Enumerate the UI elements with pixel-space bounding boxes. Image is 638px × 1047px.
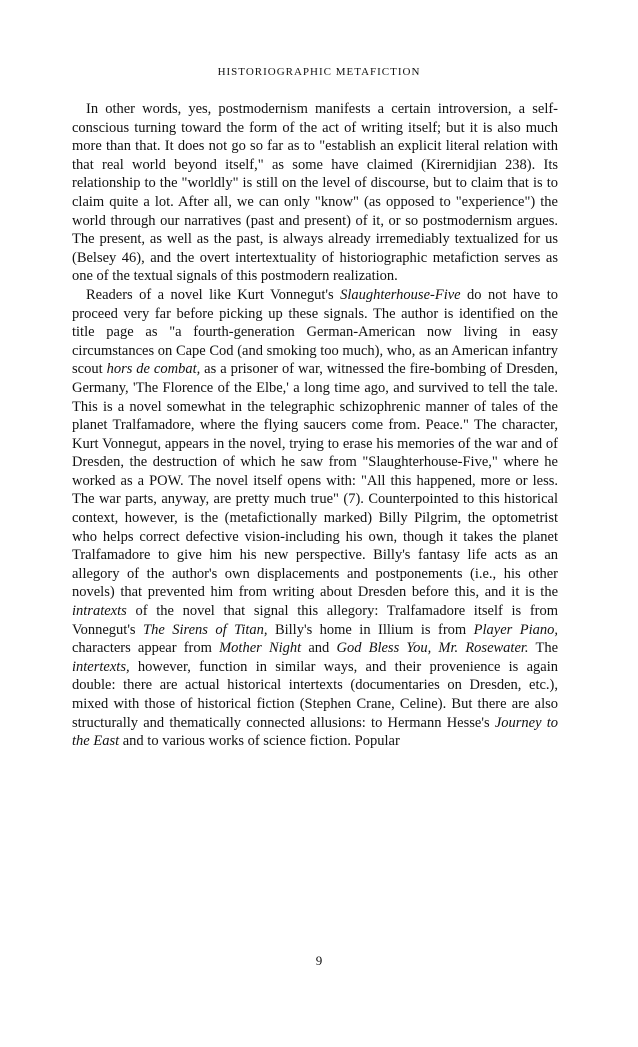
italic-title-run: Mother Night <box>219 640 302 657</box>
italic-title-run: Slaughterhouse-Five <box>340 286 461 303</box>
italic-title-run: Journey to the East <box>72 714 559 750</box>
body-text <box>72 100 558 751</box>
text-run: however, function in similar ways, and their provenience is again double: there are actual historical intertexts (documentaries on Dresden, etc.), mixed with those of historical fiction (Stephen Crane, Celine). But there are also structurally and thematically connected allusions: to Hermann Hesse's <box>72 658 558 731</box>
italic-title-run: hors de combat, <box>106 361 201 378</box>
text-run: do not have to proceed very far before picking up these signals. The author is identified on the title page as "a fourth-generation German-American now living in easy circumstances on Cape Cod (and smoking too much), who, as an American infantry scout <box>72 286 558 378</box>
running-head: HISTORIOGRAPHIC METAFICTION <box>217 66 421 78</box>
text-run: The <box>528 640 559 657</box>
italic-title-run: God Bless You, Mr. Rosewater. <box>336 640 529 657</box>
italic-title-run: intertexts, <box>72 658 130 675</box>
text-run: as a prisoner of war, witnessed the fire-bombing of Dresden, Germany, 'The Florence of the Elbe,' a long time ago, and survived to tell the tale. This is a novel somewhat in the telegraphic schizophrenic manner of tales of the planet Tralfamadore, where the flying saucers come from. Peace." The character, Kurt Vonnegut, appears in the novel, trying to erase his memories of the war and of Dresden, the destruction of which he saw from "Slaughterhouse-Five," where he worked as a POW. The novel itself opens with: "All this happened, more or less. The war parts, anyway, are pretty much true" (7). Counterpointed to this historical context, however, is the (metafictionally marked) Billy Pilgrim, the optometrist who helps correct defective vision-including his own, though it takes the planet Tralfamadore to give him his new perspective. Billy's fantasy life acts as an allegory of the author's own displacements and postponements (i.e., his other novels) that prevented him from writing about Dresden before this, and it is the <box>72 361 558 601</box>
text-run: Readers of a novel like Kurt Vonnegut's <box>86 286 341 303</box>
text-run: and <box>301 640 337 657</box>
italic-title-run: Player Piano, <box>473 621 558 638</box>
text-run: Billy's home in Illium is from <box>267 621 474 638</box>
paragraph-1: In other words, yes, postmodernism manifests a certain introversion, a self-conscious turning toward the form of the act of writing itself; but it is also much more than that. It does not go so far as to "establish an explicit literal relation with that real world beyond itself," as some have claimed (Kirernidjian 238). Its relationship to the "worldly" is still on the level of discourse, but to claim that is to claim quite a lot. After all, we can only "know" (as opposed to "experience") the world through our narratives (past and present) of it, or so postmodernism argues. The present, as well as the past, is always already irremediably textualized for us (Belsey 46), and the overt intertextuality of historiographic metafiction serves as one of the textual signals of this postmodern realization. <box>72 101 558 285</box>
text-run: characters appear from <box>72 640 220 657</box>
paragraph-2 <box>72 286 558 751</box>
italic-title-run: intratexts <box>72 603 127 620</box>
italic-title-run: The Sirens of Titan, <box>143 621 268 638</box>
text-run: and to various works of science fiction. Popular <box>119 733 400 750</box>
page-number: 9 <box>315 953 323 968</box>
text-run: of the novel that signal this allegory: Tralfamadore itself is from Vonnegut's <box>72 603 558 638</box>
